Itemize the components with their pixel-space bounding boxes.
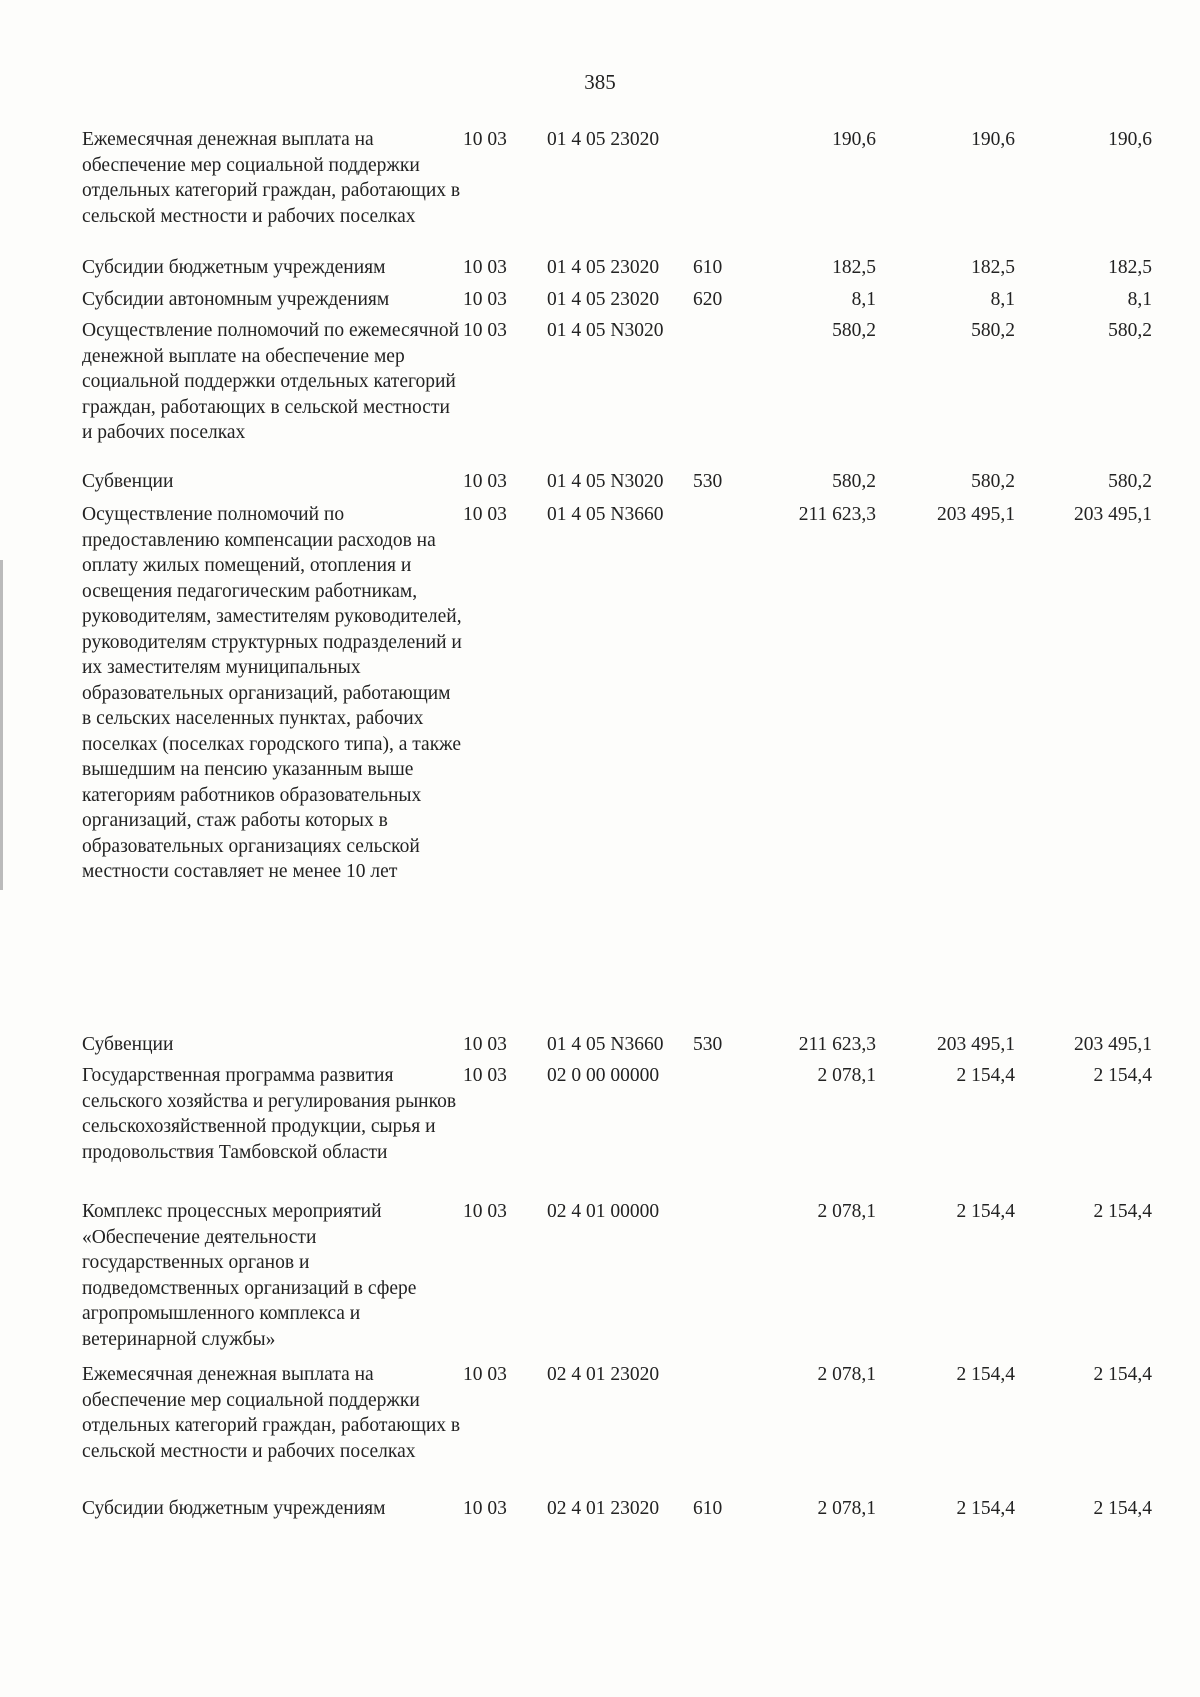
row-value-3: 8,1 <box>1127 289 1152 310</box>
row-value-2: 2 154,4 <box>956 1364 1015 1385</box>
row-code: 02 4 01 23020 <box>547 1498 660 1519</box>
row-section: 10 03 <box>463 1364 507 1385</box>
row-section: 10 03 <box>463 320 507 341</box>
row-section: 10 03 <box>463 129 507 150</box>
row-code: 01 4 05 N3660 <box>547 504 664 525</box>
row-value-2: 203 495,1 <box>937 1034 1015 1055</box>
row-value-1: 2 078,1 <box>817 1201 876 1222</box>
scan-edge-mark <box>0 560 3 890</box>
row-section: 10 03 <box>463 1201 507 1222</box>
row-name: Субсидии бюджетным учреждениям <box>82 257 386 278</box>
row-expense-type: 610 <box>693 1498 723 1519</box>
row-expense-type: 530 <box>693 471 723 492</box>
row-value-2: 580,2 <box>971 471 1015 492</box>
row-value-2: 182,5 <box>971 257 1015 278</box>
row-value-2: 580,2 <box>971 320 1015 341</box>
row-value-2: 203 495,1 <box>937 504 1015 525</box>
row-section: 10 03 <box>463 289 507 310</box>
row-code: 01 4 05 23020 <box>547 289 660 310</box>
row-name: Комплекс процессных мероприятий «Обеспечение деятельности государственных органов и подведомственных организаций в сфере агропромышленного комплекса и ветеринарной службы» <box>82 1201 417 1350</box>
row-name: Осуществление полномочий по предоставлению компенсации расходов на оплату жилых помещений, отопления и освещения педагогическим работникам, руководителям, заместителям руководителей, руководителям структурных подразделений и их заместителям муниципальных образовательных организаций, работающим в сельских населенных пунктах, рабочих поселках (поселках городского типа), а также вышедшим на пенсию указанным выше категориям работников образовательных организаций, стаж работы которых в образовательных организациях сельской местности составляет не менее 10 лет <box>82 504 462 882</box>
row-value-2: 8,1 <box>990 289 1015 310</box>
row-value-3: 182,5 <box>1108 257 1152 278</box>
row-value-3: 203 495,1 <box>1074 504 1152 525</box>
row-expense-type: 620 <box>693 289 723 310</box>
row-name: Субсидии бюджетным учреждениям <box>82 1498 386 1519</box>
row-value-1: 580,2 <box>832 320 876 341</box>
page-number: 385 <box>584 70 616 94</box>
row-code: 01 4 05 23020 <box>547 129 660 150</box>
row-value-3: 2 154,4 <box>1093 1364 1152 1385</box>
row-section: 10 03 <box>463 1065 507 1086</box>
row-value-1: 580,2 <box>832 471 876 492</box>
row-expense-type: 610 <box>693 257 723 278</box>
row-name: Осуществление полномочий по ежемесячной денежной выплате на обеспечение мер социальной поддержки отдельных категорий граждан, работающих в сельской местности и рабочих поселках <box>82 320 460 443</box>
row-section: 10 03 <box>463 471 507 492</box>
row-value-3: 2 154,4 <box>1093 1065 1152 1086</box>
row-value-2: 190,6 <box>971 129 1015 150</box>
row-value-1: 2 078,1 <box>817 1364 876 1385</box>
row-value-3: 580,2 <box>1108 320 1152 341</box>
row-value-1: 190,6 <box>832 129 876 150</box>
row-name: Ежемесячная денежная выплата на обеспечение мер социальной поддержки отдельных категорий граждан, работающих в сельской местности и рабочих поселках <box>82 1364 461 1462</box>
row-value-3: 2 154,4 <box>1093 1498 1152 1519</box>
row-code: 01 4 05 N3020 <box>547 471 664 492</box>
row-value-1: 211 623,3 <box>798 504 876 525</box>
row-value-3: 2 154,4 <box>1093 1201 1152 1222</box>
row-value-3: 580,2 <box>1108 471 1152 492</box>
row-section: 10 03 <box>463 257 507 278</box>
row-value-2: 2 154,4 <box>956 1498 1015 1519</box>
row-expense-type: 530 <box>693 1034 723 1055</box>
row-code: 02 4 01 00000 <box>547 1201 660 1222</box>
row-value-3: 203 495,1 <box>1074 1034 1152 1055</box>
row-value-3: 190,6 <box>1108 129 1152 150</box>
row-code: 01 4 05 N3660 <box>547 1034 664 1055</box>
row-value-2: 2 154,4 <box>956 1065 1015 1086</box>
row-name: Субсидии автономным учреждениям <box>82 289 390 310</box>
row-value-1: 8,1 <box>851 289 876 310</box>
row-value-2: 2 154,4 <box>956 1201 1015 1222</box>
row-section: 10 03 <box>463 504 507 525</box>
row-code: 01 4 05 23020 <box>547 257 660 278</box>
row-code: 01 4 05 N3020 <box>547 320 664 341</box>
row-name: Субвенции <box>82 471 174 492</box>
row-section: 10 03 <box>463 1034 507 1055</box>
row-code: 02 0 00 00000 <box>547 1065 660 1086</box>
row-name: Субвенции <box>82 1034 174 1055</box>
row-section: 10 03 <box>463 1498 507 1519</box>
row-value-1: 2 078,1 <box>817 1065 876 1086</box>
row-value-1: 2 078,1 <box>817 1498 876 1519</box>
row-value-1: 211 623,3 <box>798 1034 876 1055</box>
row-name: Ежемесячная денежная выплата на обеспечение мер социальной поддержки отдельных категорий граждан, работающих в сельской местности и рабочих поселках <box>82 129 461 227</box>
row-name: Государственная программа развития сельского хозяйства и регулирования рынков сельскохозяйственной продукции, сырья и продовольствия Тамбовской области <box>82 1065 457 1163</box>
row-code: 02 4 01 23020 <box>547 1364 660 1385</box>
row-value-1: 182,5 <box>832 257 876 278</box>
